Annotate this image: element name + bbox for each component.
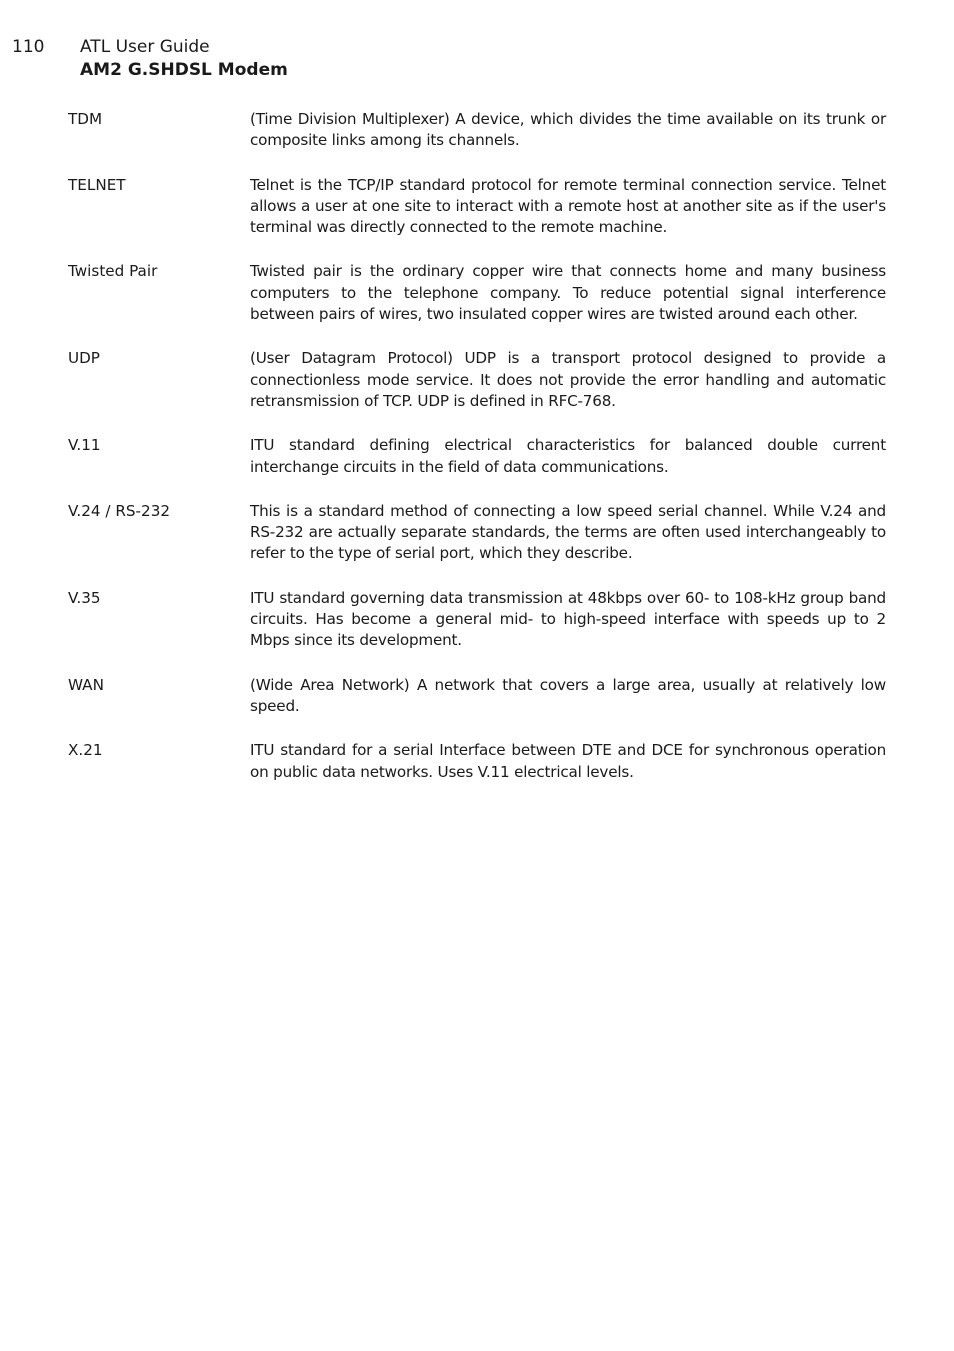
glossary-entry-udp [68,348,886,412]
glossary-term: TELNET [68,175,126,194]
glossary-definition: ITU standard governing data transmission at 48kbps over 60- to 108-kHz group band circuits. Has become a general mid- to high-speed interface with speeds up to 2 Mbps since its development. [250,588,886,650]
glossary-entry-v24-rs232 [68,501,886,565]
glossary-entry-wan [68,675,886,718]
glossary-term: V.11 [68,436,101,455]
glossary-definition: (Wide Area Network) A network that covers a large area, usually at relatively low speed. [250,675,886,715]
glossary-entry-telnet [68,175,886,239]
glossary-definition: (Time Division Multiplexer) A device, which divides the time available on its trunk or composite links among its channels. [250,110,886,150]
glossary-definition: This is a standard method of connecting a low speed serial channel. While V.24 and RS-232 are actually separate standards, the terms are often used interchangeably to refer to the type of serial port, which they describe. [250,501,886,563]
glossary-term: X.21 [68,741,103,760]
document-subtitle: AM2 G.SHDSL Modem [80,60,288,80]
glossary-entry-v35 [68,588,886,652]
glossary-entry-twisted-pair [68,261,886,325]
glossary-list [68,109,886,806]
page-number: 110 [12,37,45,57]
glossary-entry-x21 [68,740,886,783]
document-title: ATL User Guide [80,37,210,57]
page-header [0,36,954,86]
glossary-term: TDM [68,110,103,128]
glossary-definition: ITU standard for a serial Interface between DTE and DCE for synchronous operation on public data networks. Uses V.11 electrical levels. [250,741,886,781]
glossary-term: V.24 / RS-232 [68,501,171,520]
glossary-term: Twisted Pair [68,262,158,281]
glossary-definition: ITU standard defining electrical characteristics for balanced double current interchange circuits in the field of data communications. [250,436,886,476]
glossary-definition: Telnet is the TCP/IP standard protocol for remote terminal connection service. Telnet allows a user at one site to interact with a remote host at another site as if the user's terminal was directly connected to the remote machine. [250,175,886,237]
glossary-entry-v11 [68,435,886,478]
glossary-term: WAN [68,675,104,694]
glossary-term: UDP [68,349,100,368]
glossary-entry-tdm [68,109,886,152]
glossary-term: V.35 [68,588,101,607]
glossary-definition: (User Datagram Protocol) UDP is a transport protocol designed to provide a connectionless mode service. It does not provide the error handling and automatic retransmission of TCP. UDP is defined in RFC-768. [250,349,886,410]
glossary-definition: Twisted pair is the ordinary copper wire that connects home and many business computers to the telephone company. To reduce potential signal interference between pairs of wires, two insulated copper wires are twisted around each other. [250,262,886,324]
